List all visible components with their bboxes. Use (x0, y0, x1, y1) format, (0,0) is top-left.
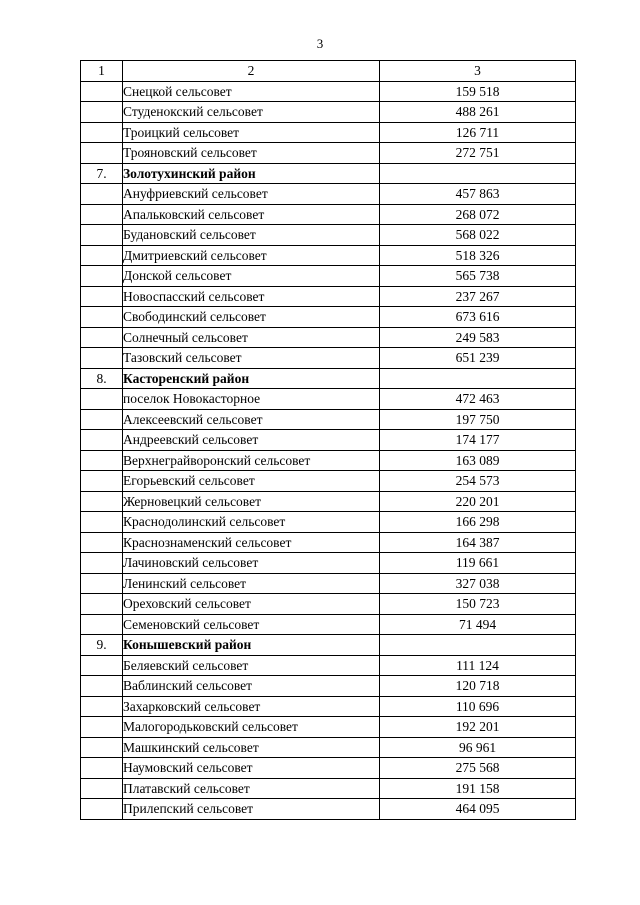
row-number-cell (81, 266, 123, 287)
row-value-cell: 71 494 (380, 614, 576, 635)
table-row (81, 614, 576, 635)
table-body (81, 81, 576, 819)
row-name-cell: Семеновский сельсовет (123, 614, 380, 635)
row-number-cell (81, 491, 123, 512)
row-value-cell: 163 089 (380, 450, 576, 471)
table-row (81, 327, 576, 348)
row-number-cell: 9. (81, 635, 123, 656)
page-number: 3 (316, 36, 324, 51)
row-value-cell: 237 267 (380, 286, 576, 307)
table-header-row (81, 61, 576, 82)
row-number-cell (81, 573, 123, 594)
row-value-cell (380, 368, 576, 389)
row-number-cell (81, 430, 123, 451)
row-value-cell: 191 158 (380, 778, 576, 799)
row-number-cell (81, 450, 123, 471)
row-value-cell: 254 573 (380, 471, 576, 492)
table-row (81, 389, 576, 410)
row-number-cell: 8. (81, 368, 123, 389)
row-name-cell: Будановский сельсовет (123, 225, 380, 246)
table-row (81, 143, 576, 164)
row-value-cell: 518 326 (380, 245, 576, 266)
row-name-cell: Конышевский район (123, 635, 380, 656)
row-value-cell: 119 661 (380, 553, 576, 574)
table-row (81, 778, 576, 799)
row-number-cell (81, 799, 123, 820)
row-value-cell: 220 201 (380, 491, 576, 512)
row-name-cell: Донской сельсовет (123, 266, 380, 287)
table-row (81, 491, 576, 512)
table-row (81, 799, 576, 820)
row-value-cell: 159 518 (380, 81, 576, 102)
row-name-cell: Тазовский сельсовет (123, 348, 380, 369)
row-value-cell: 457 863 (380, 184, 576, 205)
row-name-cell: Алексеевский сельсовет (123, 409, 380, 430)
row-number-cell (81, 594, 123, 615)
row-number-cell (81, 102, 123, 123)
row-name-cell: Ореховский сельсовет (123, 594, 380, 615)
row-number-cell (81, 717, 123, 738)
row-value-cell: 272 751 (380, 143, 576, 164)
row-number-cell (81, 532, 123, 553)
row-name-cell: Ленинский сельсовет (123, 573, 380, 594)
row-name-cell: Ануфриевский сельсовет (123, 184, 380, 205)
row-value-cell: 96 961 (380, 737, 576, 758)
row-name-cell: Беляевский сельсовет (123, 655, 380, 676)
table-row (81, 286, 576, 307)
row-name-cell: поселок Новокасторное (123, 389, 380, 410)
table-row (81, 737, 576, 758)
row-value-cell: 275 568 (380, 758, 576, 779)
row-number-cell (81, 553, 123, 574)
row-number-cell (81, 512, 123, 533)
table-row (81, 307, 576, 328)
row-name-cell: Платавский сельсовет (123, 778, 380, 799)
row-value-cell: 126 711 (380, 122, 576, 143)
row-name-cell: Свободинский сельсовет (123, 307, 380, 328)
row-number-cell (81, 778, 123, 799)
row-value-cell: 164 387 (380, 532, 576, 553)
row-name-cell: Апальковский сельсовет (123, 204, 380, 225)
row-name-cell: Захарковский сельсовет (123, 696, 380, 717)
row-name-cell: Прилепский сельсовет (123, 799, 380, 820)
table-row (81, 409, 576, 430)
row-number-cell (81, 758, 123, 779)
allocation-table (80, 60, 576, 820)
table-row (81, 512, 576, 533)
row-value-cell (380, 635, 576, 656)
row-value-cell: 268 072 (380, 204, 576, 225)
row-name-cell: Андреевский сельсовет (123, 430, 380, 451)
table-row (81, 553, 576, 574)
row-name-cell: Жерновецкий сельсовет (123, 491, 380, 512)
row-value-cell: 673 616 (380, 307, 576, 328)
row-number-cell (81, 245, 123, 266)
row-value-cell: 120 718 (380, 676, 576, 697)
table-row (81, 122, 576, 143)
table-row (81, 696, 576, 717)
row-value-cell: 174 177 (380, 430, 576, 451)
table-row (81, 204, 576, 225)
row-name-cell: Малогородьковский сельсовет (123, 717, 380, 738)
row-value-cell: 472 463 (380, 389, 576, 410)
row-name-cell: Новоспасский сельсовет (123, 286, 380, 307)
row-value-cell: 166 298 (380, 512, 576, 533)
column-header-3: 3 (380, 61, 576, 82)
table-row (81, 471, 576, 492)
row-value-cell: 327 038 (380, 573, 576, 594)
row-number-cell: 7. (81, 163, 123, 184)
row-value-cell: 197 750 (380, 409, 576, 430)
row-number-cell (81, 184, 123, 205)
column-header-1: 1 (81, 61, 123, 82)
row-name-cell: Касторенский район (123, 368, 380, 389)
row-value-cell: 464 095 (380, 799, 576, 820)
row-name-cell: Ваблинский сельсовет (123, 676, 380, 697)
table-row (81, 184, 576, 205)
row-name-cell: Солнечный сельсовет (123, 327, 380, 348)
row-number-cell (81, 286, 123, 307)
table-row (81, 245, 576, 266)
table-row (81, 450, 576, 471)
row-number-cell (81, 81, 123, 102)
row-value-cell: 651 239 (380, 348, 576, 369)
row-name-cell: Егорьевский сельсовет (123, 471, 380, 492)
table-row (81, 225, 576, 246)
row-name-cell: Трояновский сельсовет (123, 143, 380, 164)
row-number-cell (81, 696, 123, 717)
row-name-cell: Краснознаменский сельсовет (123, 532, 380, 553)
table-row (81, 758, 576, 779)
row-number-cell (81, 614, 123, 635)
table-row (81, 102, 576, 123)
row-value-cell: 192 201 (380, 717, 576, 738)
table-row (81, 573, 576, 594)
row-value-cell: 150 723 (380, 594, 576, 615)
row-value-cell (380, 163, 576, 184)
row-value-cell: 488 261 (380, 102, 576, 123)
row-name-cell: Дмитриевский сельсовет (123, 245, 380, 266)
row-name-cell: Верхнеграйворонский сельсовет (123, 450, 380, 471)
row-value-cell: 249 583 (380, 327, 576, 348)
table-row (81, 532, 576, 553)
row-number-cell (81, 143, 123, 164)
row-value-cell: 110 696 (380, 696, 576, 717)
row-name-cell: Лачиновский сельсовет (123, 553, 380, 574)
row-name-cell: Наумовский сельсовет (123, 758, 380, 779)
district-row (81, 368, 576, 389)
row-number-cell (81, 737, 123, 758)
row-number-cell (81, 348, 123, 369)
column-header-2: 2 (123, 61, 380, 82)
row-number-cell (81, 307, 123, 328)
row-number-cell (81, 471, 123, 492)
row-number-cell (81, 676, 123, 697)
row-name-cell: Золотухинский район (123, 163, 380, 184)
row-name-cell: Студенокский сельсовет (123, 102, 380, 123)
row-number-cell (81, 389, 123, 410)
table-row (81, 717, 576, 738)
table-row (81, 676, 576, 697)
table-row (81, 266, 576, 287)
row-name-cell: Краснодолинский сельсовет (123, 512, 380, 533)
table-row (81, 655, 576, 676)
row-name-cell: Троицкий сельсовет (123, 122, 380, 143)
row-name-cell: Снецкой сельсовет (123, 81, 380, 102)
row-number-cell (81, 225, 123, 246)
table-row (81, 594, 576, 615)
row-number-cell (81, 409, 123, 430)
row-value-cell: 565 738 (380, 266, 576, 287)
row-value-cell: 111 124 (380, 655, 576, 676)
row-number-cell (81, 655, 123, 676)
row-name-cell: Машкинский сельсовет (123, 737, 380, 758)
table-row (81, 430, 576, 451)
district-row (81, 635, 576, 656)
row-number-cell (81, 204, 123, 225)
table-row (81, 81, 576, 102)
table-row (81, 348, 576, 369)
row-number-cell (81, 122, 123, 143)
district-row (81, 163, 576, 184)
row-number-cell (81, 327, 123, 348)
row-value-cell: 568 022 (380, 225, 576, 246)
